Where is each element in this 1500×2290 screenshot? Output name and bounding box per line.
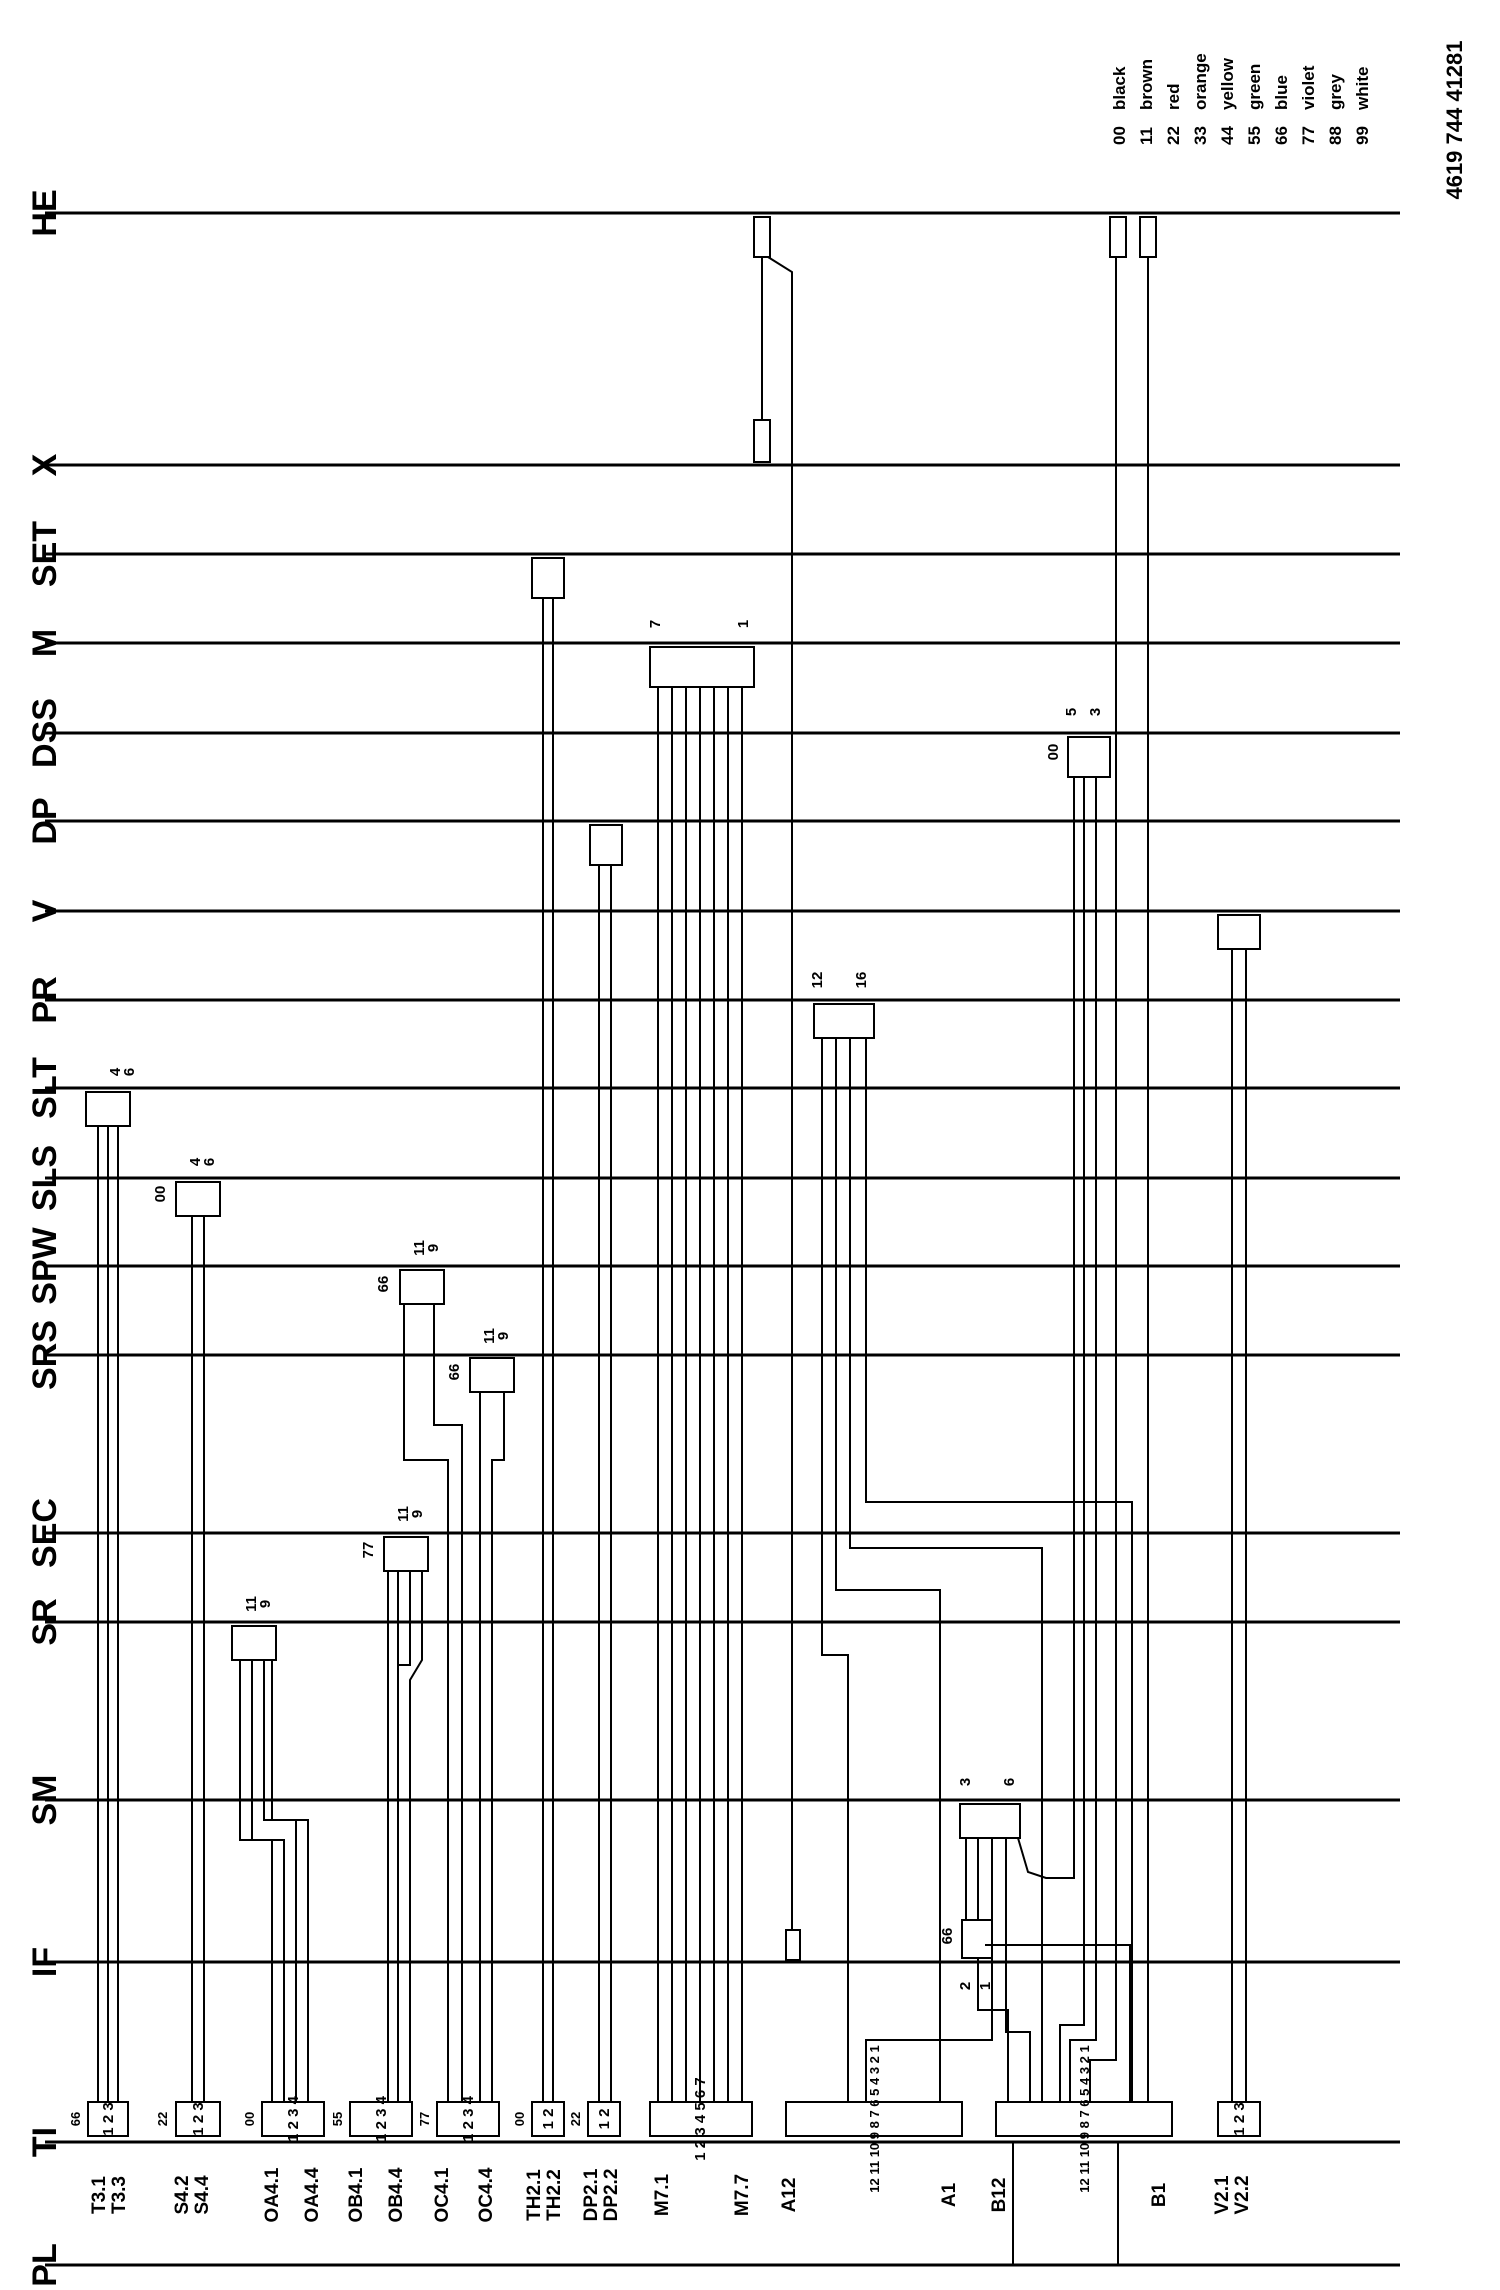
wire-ob-4 xyxy=(410,1571,422,2102)
connector-s-pins: 1 2 3 xyxy=(190,2102,207,2136)
bus-label-sm: SM xyxy=(26,1774,64,1826)
wire-code-ob: 55 xyxy=(330,2111,345,2127)
pl-label-m77: M7.7 xyxy=(732,2173,753,2217)
legend-name-white: white xyxy=(1353,66,1372,110)
pl-label-dp22: DP2.2 xyxy=(601,2168,622,2222)
bus-lines xyxy=(45,213,1400,2265)
connector-pr-num-12: 12 xyxy=(809,971,826,989)
legend-name-green: green xyxy=(1245,63,1264,110)
connector-x xyxy=(754,420,770,462)
connector-dss-num-00: 00 xyxy=(1045,743,1062,761)
connector-srs-num-9: 9 xyxy=(495,1331,512,1341)
legend-code-66: 66 xyxy=(1272,126,1291,145)
bus-label-pl: PL xyxy=(26,2243,64,2287)
wire-code-oc: 77 xyxy=(417,2111,432,2127)
connector-sls-num-00: 00 xyxy=(152,1185,169,1203)
bus-label-x: X xyxy=(26,453,64,477)
bus-label-v: V xyxy=(26,899,64,923)
connector-pr xyxy=(814,1004,874,1038)
connector-m-num-1: 1 xyxy=(735,619,752,629)
connector-set xyxy=(532,558,564,598)
connector-sls xyxy=(176,1182,220,1216)
wire-oa-4 xyxy=(272,1660,308,2102)
pl-label-s42: S4.2 xyxy=(172,2175,193,2215)
connector-if-num-1: 1 xyxy=(977,1981,994,1991)
pl-label-oc44: OC4.4 xyxy=(476,2167,497,2223)
connector-dss xyxy=(1068,737,1110,777)
bus-label-m: M xyxy=(26,628,64,658)
connector-dp-top xyxy=(590,825,622,865)
connector-b-pins: 12 11 10 9 8 7 6 5 4 3 2 1 xyxy=(1077,2045,1092,2193)
connector-sec-num-77: 77 xyxy=(360,1541,377,1559)
pl-label-m71: M7.1 xyxy=(652,2173,673,2217)
wire-ob-3 xyxy=(398,1571,410,1665)
bus-labels xyxy=(26,189,64,2286)
wire-code-dp: 22 xyxy=(568,2111,583,2127)
pl-label-a12: A12 xyxy=(779,2177,800,2213)
connector-ob-pins: 1 2 3 4 xyxy=(373,2096,390,2142)
wire-oa-2 xyxy=(252,1660,284,2102)
pl-label-a1: A1 xyxy=(939,2182,960,2208)
pl-label-dp21: DP2.1 xyxy=(581,2168,602,2222)
connector-sec-num-9: 9 xyxy=(409,1509,426,1519)
wire-sm-3 xyxy=(866,1838,992,2102)
connector-dss-num-3: 3 xyxy=(1087,707,1104,717)
bus-label-he: HE xyxy=(26,189,64,237)
bus-label-spw: SPW xyxy=(26,1227,64,1305)
connector-spw-num-9: 9 xyxy=(425,1243,442,1253)
pl-label-b1: B1 xyxy=(1149,2182,1170,2208)
connector-dss-num-5: 5 xyxy=(1063,707,1080,717)
wire-oc-4 xyxy=(492,1392,504,2102)
ti-connectors xyxy=(68,2045,1260,2192)
legend-code-11: 11 xyxy=(1137,127,1156,145)
wire-sm-dss xyxy=(1018,777,1074,1878)
connector-m-top xyxy=(650,647,754,687)
connector-srs xyxy=(470,1358,514,1392)
connector-v-top xyxy=(1218,915,1260,949)
legend-name-blue: blue xyxy=(1272,75,1291,110)
connector-a-pins: 12 11 10 9 8 7 6 5 4 3 2 1 xyxy=(867,2045,882,2193)
legend-name-brown: brown xyxy=(1137,59,1156,110)
connector-he-mid xyxy=(1110,217,1126,257)
connector-th-pins: 1 2 xyxy=(540,2108,557,2130)
bus-label-pr: PR xyxy=(26,976,64,1024)
connector-if-a12 xyxy=(786,1930,800,1960)
legend-code-77: 77 xyxy=(1299,126,1318,145)
wire-oa-1 xyxy=(240,1660,272,2102)
connector-slt-num-6: 6 xyxy=(121,1067,138,1077)
legend-code-00: 00 xyxy=(1110,126,1129,145)
connector-sr xyxy=(232,1626,276,1660)
color-legend xyxy=(1110,53,1372,145)
pl-label-ob44: OB4.4 xyxy=(386,2167,407,2223)
bus-label-dss: DSS xyxy=(26,698,64,768)
legend-code-44: 44 xyxy=(1218,126,1237,145)
connector-t-pins: 1 2 3 xyxy=(100,2102,117,2136)
connector-he-left xyxy=(754,217,770,257)
connector-sm xyxy=(960,1804,1020,1838)
connector-sr-num-11: 11 xyxy=(243,1596,260,1612)
pl-label-ob41: OB4.1 xyxy=(346,2167,367,2223)
legend-code-88: 88 xyxy=(1326,126,1345,145)
legend-code-55: 55 xyxy=(1245,126,1264,145)
legend-code-22: 22 xyxy=(1164,126,1183,145)
connector-m-num-7: 7 xyxy=(647,619,664,629)
wire-dss-1 xyxy=(1060,777,1084,2102)
connector-slt-num-4: 4 xyxy=(107,1067,124,1077)
wire-code-oa: 00 xyxy=(242,2111,257,2127)
pl-label-t31: T3.1 xyxy=(89,2175,110,2215)
pl-label-v22: V2.2 xyxy=(1232,2175,1253,2215)
pl-label-th21: TH2.1 xyxy=(524,2169,545,2221)
pl-label-oa41: OA4.1 xyxy=(262,2167,283,2223)
connector-oa-pins: 1 2 3 4 xyxy=(285,2096,302,2142)
wire-pr-4 xyxy=(866,1038,1132,2102)
pl-label-oc41: OC4.1 xyxy=(432,2167,453,2223)
connector-he-right xyxy=(1140,217,1156,257)
legend-name-black: black xyxy=(1110,66,1129,110)
connector-sec-num-11: 11 xyxy=(395,1506,412,1522)
connector-spw-num-66: 66 xyxy=(375,1275,392,1293)
connector-sls-num-4: 4 xyxy=(187,1157,204,1167)
connector-sm-num-3: 3 xyxy=(957,1777,974,1787)
connector-if-num-2: 2 xyxy=(957,1981,974,1991)
legend-code-99: 99 xyxy=(1353,126,1372,145)
connector-v-pins: 1 2 3 xyxy=(1231,2102,1248,2136)
legend-name-red: red xyxy=(1164,83,1183,110)
connector-spw-num-11: 11 xyxy=(411,1240,428,1256)
pl-label-b12: B12 xyxy=(989,2177,1010,2213)
wire-he-if xyxy=(768,257,792,1930)
connector-sm-num-6: 6 xyxy=(1001,1777,1018,1787)
bus-label-ti: TI xyxy=(26,2126,64,2158)
bus-label-if: IF xyxy=(26,1946,64,1978)
document-number: 4619 744 41281 xyxy=(1442,40,1467,200)
connector-slt xyxy=(86,1092,130,1126)
connector-sec xyxy=(384,1537,428,1571)
legend-name-grey: grey xyxy=(1326,74,1345,110)
connector-dp-pins: 1 2 xyxy=(596,2108,613,2130)
connector-if xyxy=(962,1920,992,1958)
bus-label-slt: SLT xyxy=(26,1057,64,1119)
wire-code-s: 22 xyxy=(155,2111,170,2127)
pl-label-th22: TH2.2 xyxy=(544,2169,565,2221)
wire-pr-2 xyxy=(836,1038,940,2102)
pl-label-v21: V2.1 xyxy=(1212,2175,1233,2215)
legend-name-yellow: yellow xyxy=(1218,58,1237,110)
legend-name-orange: orange xyxy=(1191,53,1210,110)
connector-m-pins: 1 2 3 4 5 6 7 xyxy=(692,2077,709,2161)
wire-code-th: 00 xyxy=(512,2111,527,2127)
pl-label-oa44: OA4.4 xyxy=(302,2167,323,2223)
connector-oc-pins: 1 2 3 4 xyxy=(460,2096,477,2142)
bus-label-dp: DP xyxy=(26,797,64,845)
connector-pr-num-16: 16 xyxy=(853,971,870,989)
connector-srs-num-66: 66 xyxy=(446,1363,463,1381)
connector-sr-num-9: 9 xyxy=(257,1599,274,1609)
wire-oa-3 xyxy=(264,1660,296,2102)
bus-label-set: SET xyxy=(26,520,64,588)
legend-name-violet: violet xyxy=(1299,65,1318,110)
bus-label-sec: SEC xyxy=(26,1498,64,1568)
bus-label-srs: SRS xyxy=(26,1320,64,1390)
legend-code-33: 33 xyxy=(1191,126,1210,145)
connector-if-num-66: 66 xyxy=(939,1927,956,1945)
pl-label-s44: S4.4 xyxy=(192,2175,213,2215)
connector-spw xyxy=(400,1270,444,1304)
bus-label-sls: SLS xyxy=(26,1144,64,1212)
wire-code-t: 66 xyxy=(68,2111,83,2127)
connector-srs-num-11: 11 xyxy=(481,1328,498,1344)
bus-label-sr: SR xyxy=(26,1598,64,1646)
wire-sm-4 xyxy=(1006,1838,1030,2102)
pl-label-t33: T3.3 xyxy=(109,2175,130,2215)
connector-sls-num-6: 6 xyxy=(201,1157,218,1167)
